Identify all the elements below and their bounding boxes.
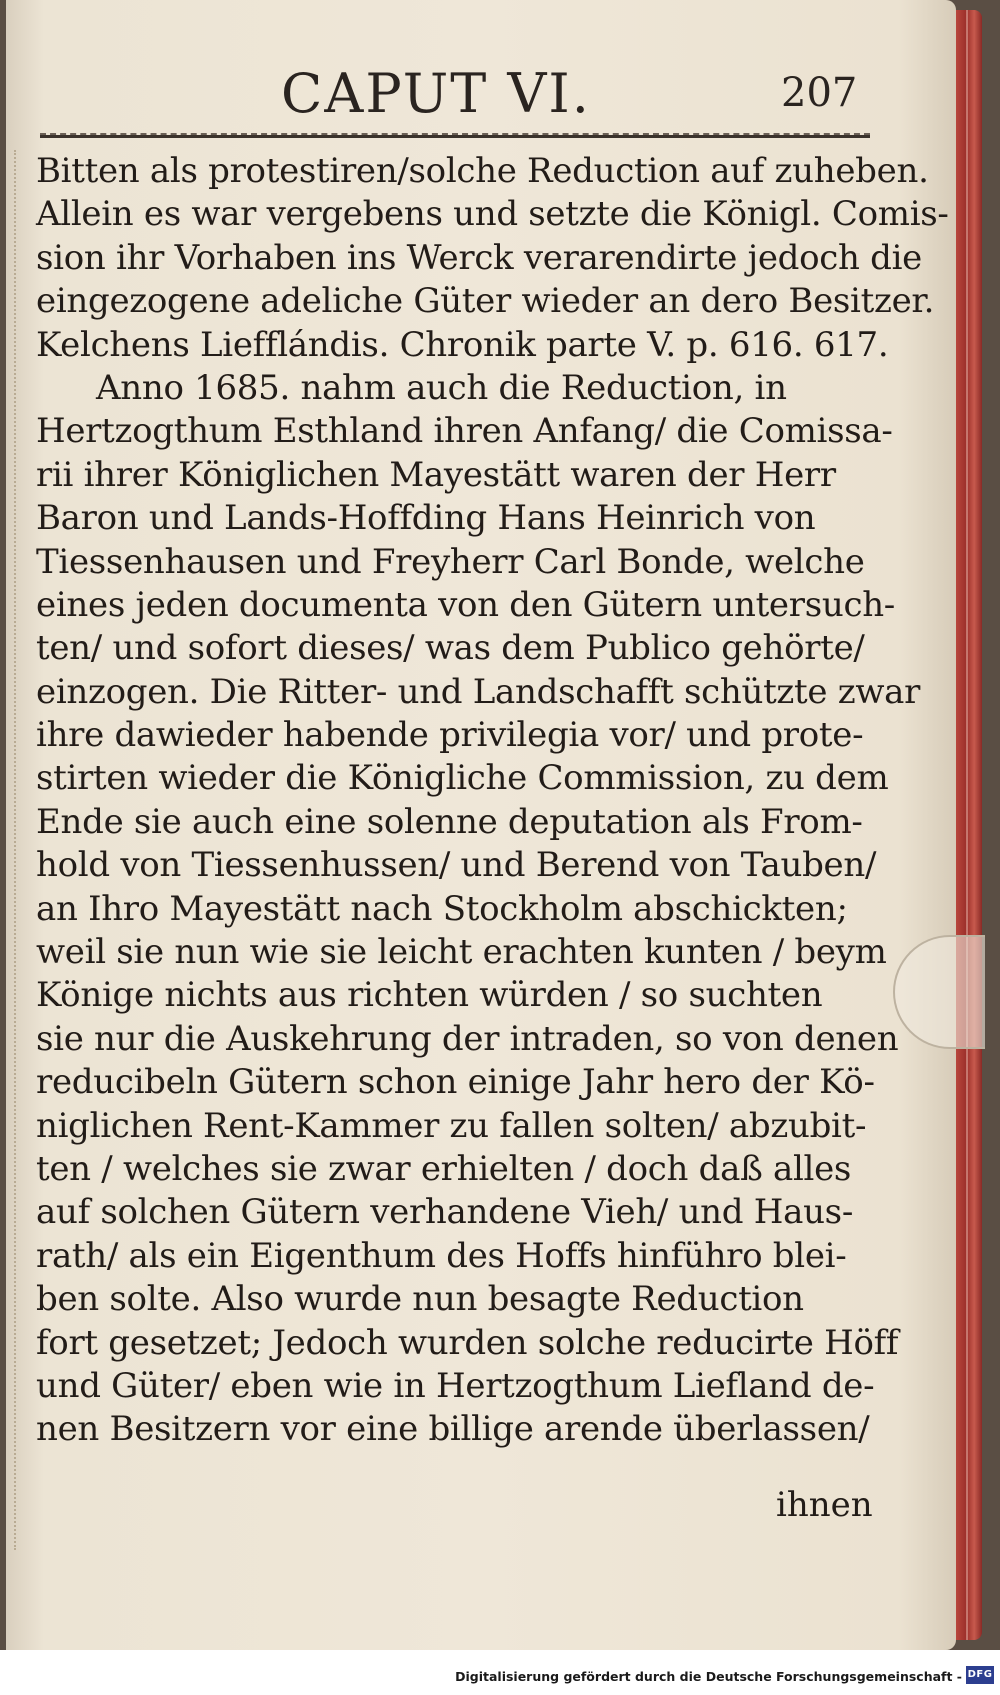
text-line: Tiessenhausen und Freyherr Carl Bonde, welche	[36, 541, 865, 582]
page-number: 207	[781, 70, 858, 116]
text-line: Ende sie auch eine solenne deputation als From-	[36, 801, 863, 842]
text-line: rath/ als ein Eigenthum des Hoffs hinführo blei-	[36, 1235, 847, 1276]
header-ornament	[40, 127, 870, 135]
text-line: an Ihro Mayestätt nach Stockholm abschickten;	[36, 888, 848, 929]
text-line: ten/ und sofort dieses/ was dem Publico gehörte/	[36, 628, 865, 669]
text-line: sie nur die Auskehrung der intraden, so von denen	[36, 1018, 899, 1059]
body-text	[36, 150, 949, 1452]
text-line: fort gesetzet; Jedoch wurden solche reducirte Höff	[36, 1322, 899, 1363]
text-line: eingezogene adeliche Güter wieder an dero Besitzer.	[36, 281, 935, 322]
text-line: Könige nichts aus richten würden / so suchten	[36, 975, 823, 1016]
dfg-logo: DFG	[966, 1666, 994, 1684]
text-line: und Güter/ eben wie in Hertzogthum Liefland de-	[36, 1365, 875, 1406]
book-page	[6, 0, 956, 1650]
text-line: Allein es war vergebens und setzte die Königl. Comis-	[36, 194, 949, 235]
text-line: reducibeln Gütern schon einige Jahr hero der Kö-	[36, 1062, 875, 1103]
text-line: Hertzogthum Esthland ihren Anfang/ die Comissa-	[36, 411, 893, 452]
text-line: nen Besitzern vor eine billige arende überlassen/	[36, 1409, 870, 1450]
text-line: Bitten als protestiren/solche Reduction auf zuheben.	[36, 151, 929, 191]
text-line: stirten wieder die Königliche Commission, zu dem	[36, 758, 889, 799]
text-line: sion ihr Vorhaben ins Werck verarendirte jedoch die	[36, 237, 922, 278]
gutter-marks	[14, 150, 30, 1550]
chapter-title: CAPUT VI.	[281, 62, 591, 125]
text-line: eines jeden documenta von den Gütern untersuch-	[36, 584, 895, 625]
text-line: einzogen. Die Ritter- und Landschafft schützte zwar	[36, 671, 921, 712]
text-line: Baron und Lands-Hoffding Hans Heinrich von	[36, 498, 816, 539]
text-line: niglichen Rent-Kammer zu fallen solten/ abzubit-	[36, 1105, 867, 1146]
text-line: ben solte. Also wurde nun besagte Reduction	[36, 1279, 804, 1320]
catchword: ihnen	[776, 1485, 873, 1525]
text-line: hold von Tiessenhussen/ und Berend von Tauben/	[36, 845, 877, 886]
text-line: weil sie nun wie sie leicht erachten kunten / beym	[36, 932, 887, 973]
text-line: auf solchen Gütern verhandene Vieh/ und Haus-	[36, 1192, 854, 1233]
text-line: Kelchens Liefflándis. Chronik parte V. p. 616. 617.	[36, 324, 889, 365]
footer-bar	[0, 1650, 1000, 1695]
page-edge-highlight	[966, 10, 968, 1640]
text-line: rii ihrer Königlichen Mayestätt waren der Herr	[36, 454, 836, 495]
funding-credit: Digitalisierung gefördert durch die Deutsche Forschungsgemeinschaft -	[455, 1669, 962, 1684]
text-line: ten / welches sie zwar erhielten / doch daß alles	[36, 1148, 852, 1189]
text-line: Anno 1685. nahm auch die Reduction, in	[96, 367, 787, 408]
page-edge	[956, 10, 982, 1640]
page-header	[66, 62, 866, 125]
header-rule	[40, 135, 870, 138]
text-line: ihre dawieder habende privilegia vor/ und prote-	[36, 715, 864, 756]
